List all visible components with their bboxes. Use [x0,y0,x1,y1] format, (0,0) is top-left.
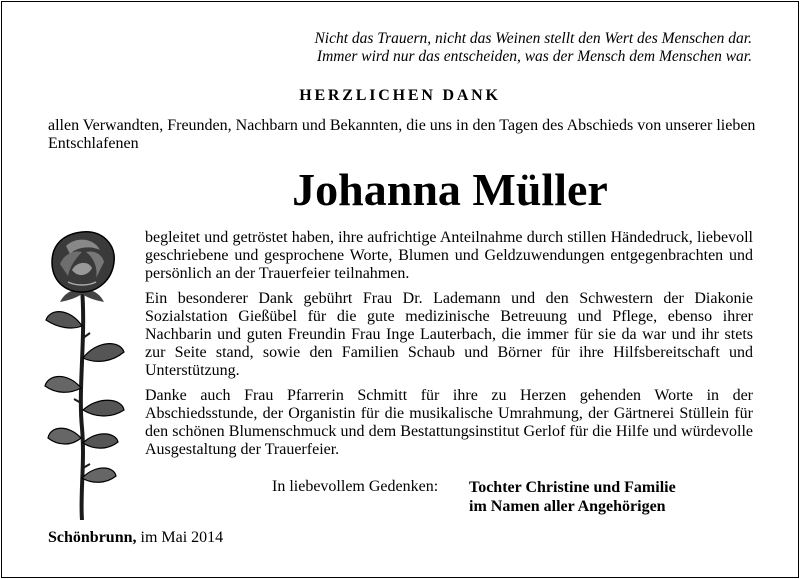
motto-line-1: Nicht das Trauern, nicht das Weinen stellt den Wert des Menschen dar. [314,30,752,47]
place: Schönbrunn, [48,529,137,546]
signature-names [469,478,676,516]
heading: HERZLICHEN DANK [299,87,501,104]
body-text [145,229,753,459]
paragraph-special-thanks: Ein besonderer Dank gebührt Frau Dr. Lademann und den Schwestern der Diakonie Sozialstation Gießübel für die gute medizinische Betreuung und Pflege, ebenso ihrer Nachbarin und guten Freundin Frau Inge Lauterbach, die immer für sie da war und ihr stets zur Seite stand, sowie den Familien Schaub und Börner für ihre Hilfsbereitschaft und Unterstützung. [145,289,753,380]
motto-line-2: Immer wird nur das entscheiden, was der Mensch dem Menschen war. [316,48,752,65]
intro-text: allen Verwandten, Freunden, Nachbarn und Bekannten, die uns in den Tagen des Abschieds von unserer lieben Entschlafenen [48,117,756,152]
signature-line-2: im Namen aller Angehörigen [469,498,666,515]
signature-label: In liebevollem Gedenken: [272,478,439,495]
motto-quote [152,30,752,66]
signature-line-1: Tochter Christine und Familie [469,479,676,496]
date: im Mai 2014 [140,529,224,546]
paragraph-thanks: begleitet und getröstet haben, ihre aufrichtige Anteilnahme durch stillen Händedruck, liebevoll geschriebene und gesprochene Worte, Blumen und Geldzuwendungen entgegenbrachten und persönlich an der Trauerfeier teilnahmen. [145,229,753,283]
place-date [48,529,223,547]
rose-icon [42,228,132,520]
paragraph-further-thanks: Danke auch Frau Pfarrerin Schmitt für ihre zu Herzen gehenden Worte in der Abschiedsstunde, der Organistin für die musikalische Umrahmung, der Gärtnerei Stüllein für den schönen Blumenschmuck und dem Bestattungsinstitut Gerlof für die Hilfe und würdevolle Ausgestaltung der Trauerfeier. [145,386,753,459]
deceased-name: Johanna Müller [292,164,608,215]
